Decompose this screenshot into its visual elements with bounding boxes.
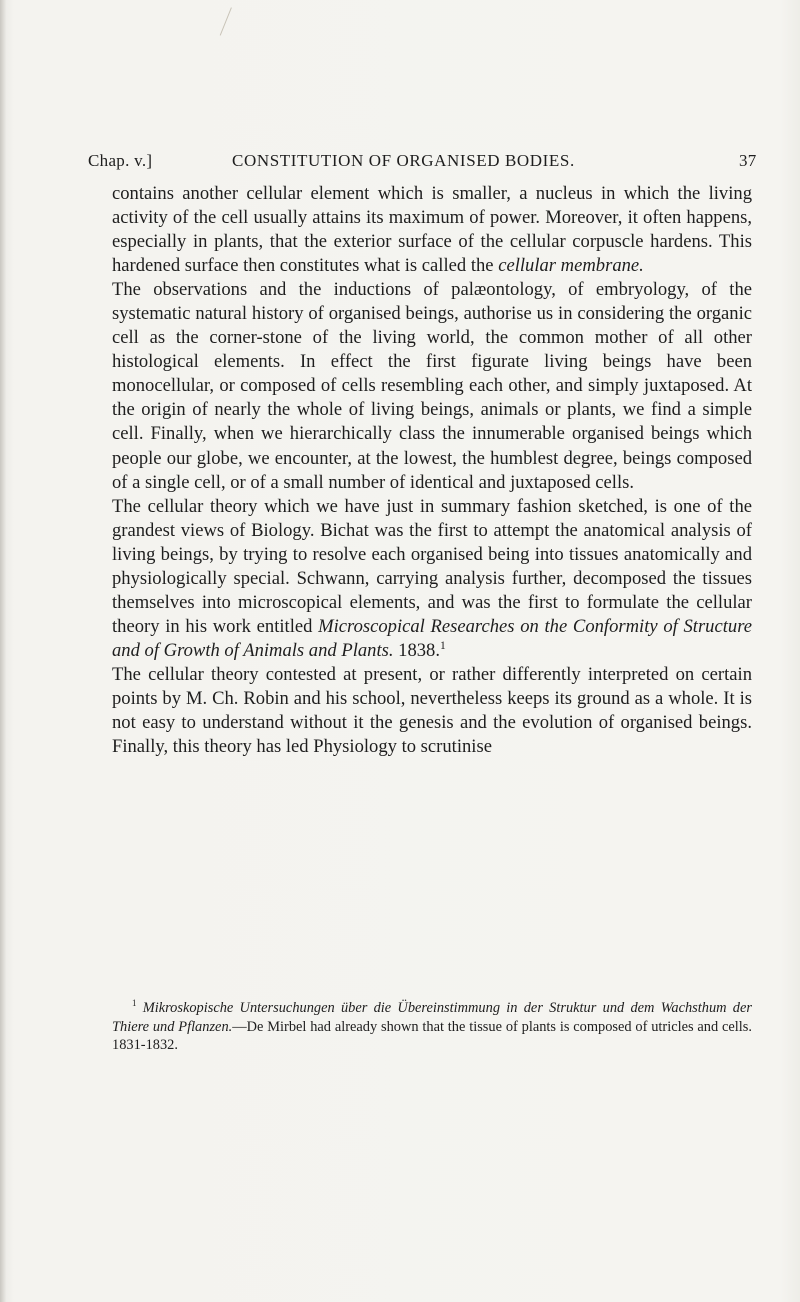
footnote-mark: 1: [132, 998, 137, 1009]
work-title: Microscopical Researches on the Conformity of Structure and of Growth of Animals and Plants.: [112, 615, 752, 661]
page-spine-shadow: [0, 0, 6, 1302]
running-title: CONSTITUTION OF ORGANISED BODIES.: [232, 151, 575, 170]
footnote-title: Mikroskopische Untersuchungen über die Übereinstimmung in der Struktur und dem Wachsthum der Thiere und Pflanzen.: [112, 1000, 752, 1035]
paragraph-3-year: 1838.: [393, 639, 440, 661]
running-header: [88, 140, 800, 180]
paragraph-3-text: The cellular theory which we have just in summary fashion sketched, is one of the grandest views of Biology. Bichat was the first to attempt the anatomical analysis of living beings, by trying to resolve each organised being into tissues anatomically and physiologically special. Schwann, carrying analysis further, decomposed the tissues themselves into microscopical elements, and was the first to formulate the cellular theory in his work entitled: [112, 495, 752, 637]
paragraph-1-text: contains another cellular element which is smaller, a nucleus in which the living activity of the cell usually attains its maximum of power. Moreover, it often happens, especially in plants, that the exterior surface of the cellular corpuscle hardens. This hardened surface then constitutes what is called the: [112, 183, 752, 277]
paragraph-2: The observations and the inductions of palæontology, of embryology, of the systematic natural history of organised beings, authorise us in considering the organic cell as the corner-stone of the living world, the common mother of all other histological elements. In effect the first figurate living beings have been monocellular, or composed of cells resembling each other, and simply juxtaposed. At the origin of nearly the whole of living beings, animals or plants, we find a simple cell. Finally, when we hierarchically class the innumerable organised beings which people our globe, we encounter, at the lowest, the humblest degree, beings composed of a single cell, or of a small number of identical and juxtaposed cells.: [112, 279, 752, 493]
term-cellular-membrane: cellular membrane.: [498, 255, 644, 277]
footnote-reference: 1: [440, 639, 446, 652]
paragraph-3: [112, 495, 752, 663]
paragraph-1: [112, 182, 752, 278]
footnote-text: [112, 999, 752, 1055]
paragraph-4: The cellular theory contested at present, or rather differently interpreted on certain points by M. Ch. Robin and his school, nevertheless keeps its ground as a whole. It is not easy to understand without it the genesis and the evolution of organised beings. Finally, this theory has led Physiology to scrutinise: [112, 663, 752, 758]
pencil-mark: [220, 7, 240, 38]
footnote: [112, 999, 752, 1055]
footnote-note: —De Mirbel had already shown that the tissue of plants is composed of utricles and cells. 1831-1832.: [112, 1018, 752, 1053]
chapter-label: Chap. v.]: [88, 151, 153, 170]
body-text: [112, 182, 752, 759]
page-number: 37: [739, 151, 757, 170]
